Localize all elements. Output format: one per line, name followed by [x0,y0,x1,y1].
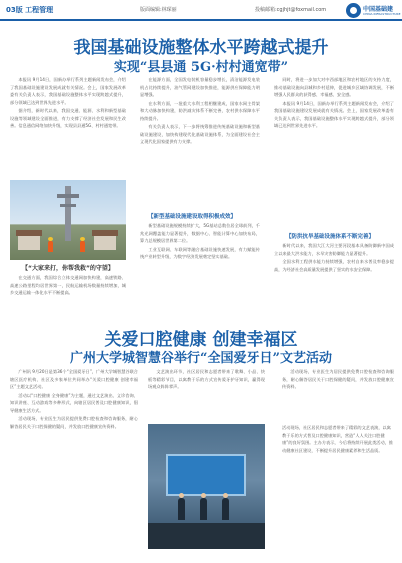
story2-photo-caption: 活动现场，社区居民和志愿者带来了精彩的文艺表演，以寓教于乐的方式普及口腔健康知识，营造“人人关注口腔健康”的良好氛围。主办方表示，今后将持续开展此类活动，推动健康社区建设，不断提升居民健康素养和生活品质。 [282,425,394,453]
submission-email: 投稿邮箱:cgjhjt@foxmail.com [255,7,327,13]
paragraph: 活动现场，专业医生为居民提供免费口腔检查和咨询服务，耐心解答居民关于口腔保健的疑问，并发放口腔健康宣传资料。 [282,369,394,389]
paragraph: 新型基础设施规模持续扩大，5G基站总数位居全球前列，千兆光网覆盖能力显著提升，数据中心、智能计算中心加快布局，算力总规模居世界第二位。 [140,223,260,243]
story2-headline: 关爱口腔健康 创建幸福区 [104,330,298,350]
newspaper-logo [346,2,401,19]
story2-column-1 [10,368,138,554]
audience-floor [148,523,265,549]
story1-column-3-continued [274,242,394,316]
paragraph: 文艺演出环节，社区居民和志愿者带来了歌舞、小品、快板等精彩节目，以寓教于乐的方式宣传爱牙护牙知识，赢得现场观众阵阵掌声。 [148,369,265,389]
page-header [0,0,402,21]
paragraph: 有关负责人表示，下一步将统筹推进传统基础设施和新型基础设施建设，加快构建现代化基础设施体系，为全面建设社会主义现代化国家提供有力支撑。 [140,124,260,144]
editor-credit: 版面编辑:林琛丽 [140,7,177,13]
page-number: 03版 工程管理 [6,6,54,14]
paragraph: 工业互联网、车联网等融合基础设施快速发展，有力赋能传统产业转型升级，为数字经济发展奠定坚实基础。 [140,246,260,259]
story1-subhead-b: 【防洪抗旱基础设施体系不断完善】 [286,234,375,240]
performer-figure [222,498,229,520]
logo-mark-icon [346,3,361,18]
story1-photo [10,180,126,260]
paragraph: 在能源方面，全国发电装机容量稳步增长，清洁能源发电装机占比持续提升，油气管网建设加快推进，能源供应保障能力明显增强。 [140,77,260,97]
paragraph: 在交通方面，我国综合立体交通网加快构建，高速铁路、高速公路里程均居世界第一，民航运输机场数量持续增加，城乡交通运输一体化水平不断提高。 [10,275,126,295]
paragraph: 本报讯 9月14日，国新办举行系列主题新闻发布会，介绍了我国基础设施建设发展成就有关情况。会上，国家发展改革委有关负责人表示，我国基础设施整体水平实现跨越式提升，部分领域已达到世界先进水平。 [10,77,126,105]
story1-column-2-continued [140,222,260,316]
paragraph: 全国水利工程供水能力持续增强，农村自来水普及率稳步提高，为经济社会高质量发展提供了坚实的水安全保障。 [274,259,394,272]
signal-tower [65,186,71,241]
paragraph: 新时代以来，我国大江大河主要河段基本具备防御新中国成立以来最大洪水能力，水旱灾害防御能力显著提升。 [274,243,394,256]
paragraph: 据介绍，新时代以来，我国交通、能源、水利和新型基础设施等领域建设全面推进，有力支撑了经济社会发展和民生改善。信息通信网络加快升级，实现县县通5G、村村通宽带。 [10,108,126,128]
paragraph: 活动以“口腔健康 全身健康”为主题，通过文艺演出、义诊咨询、知识讲座、互动游戏等多种形式，向辖区居民普及口腔健康知识，倡导健康生活方式。 [10,392,138,413]
story1-column-3 [274,76,394,226]
logo-name: 中国基础建 [363,6,394,13]
worker-figure [80,241,85,252]
paragraph: 同时，将进一步加大对中西部地区和农村地区的支持力度，推动基础设施向县城和乡村延伸，促进城乡区域协调发展，不断增强人民群众的获得感、幸福感、安全感。 [274,77,394,97]
story1-column-1 [10,76,126,178]
stage-screen [166,454,246,496]
story1-subhead-a: 【新型基础设施建设取得积极成效】 [148,214,237,220]
story1-column-1-continued [10,274,126,316]
worker-figure [48,241,53,252]
story1-column-2 [140,76,260,206]
village-house [18,236,40,250]
story1-headline: 我国基础设施整体水平跨越式提升 [73,38,329,58]
paragraph: 在水利方面，一批重大水利工程相继建成，国家水网主骨架和大动脉加快构建，防洪减灾体系不断完善，农村供水保障水平持续提升。 [140,100,260,121]
story2-column-2 [148,368,265,420]
performer-figure [200,498,207,520]
story1-photo-caption: 【“大家来打，你帮我救”的守望】 [22,265,114,272]
story2-column-3 [282,368,394,420]
story1-subheadline: 实现“县县通 5G·村村通宽带” [113,60,289,75]
story2-subheadline: 广州大学城智慧谷举行“全国爱牙日”文艺活动 [70,351,332,366]
paragraph: 活动现场，专业医生为居民提供免费口腔检查和咨询服务，耐心解答居民关于口腔保健的疑问，并发放口腔健康宣传资料。 [10,416,138,429]
logo-subtitle: CHINA INFRASTRUCTURE [363,12,401,16]
paragraph: 本报讯 9月14日，国新办举行系列主题新闻发布会，介绍了我国基础设施建设发展成就有关情况。会上，国家发展改革委有关负责人表示，我国基础设施整体水平实现跨越式提升，部分领域已达到世界先进水平。 [274,100,394,128]
village-house [94,236,116,250]
story2-photo [148,424,265,549]
paragraph: 广州讯 9月20日是第36个“全国爱牙日”，广州大学城智慧谷联合辖区医疗机构、社区及多家单位共同举办“关爱口腔健康 创建幸福区”主题文艺活动。 [10,369,138,389]
performer-figure [178,498,185,520]
